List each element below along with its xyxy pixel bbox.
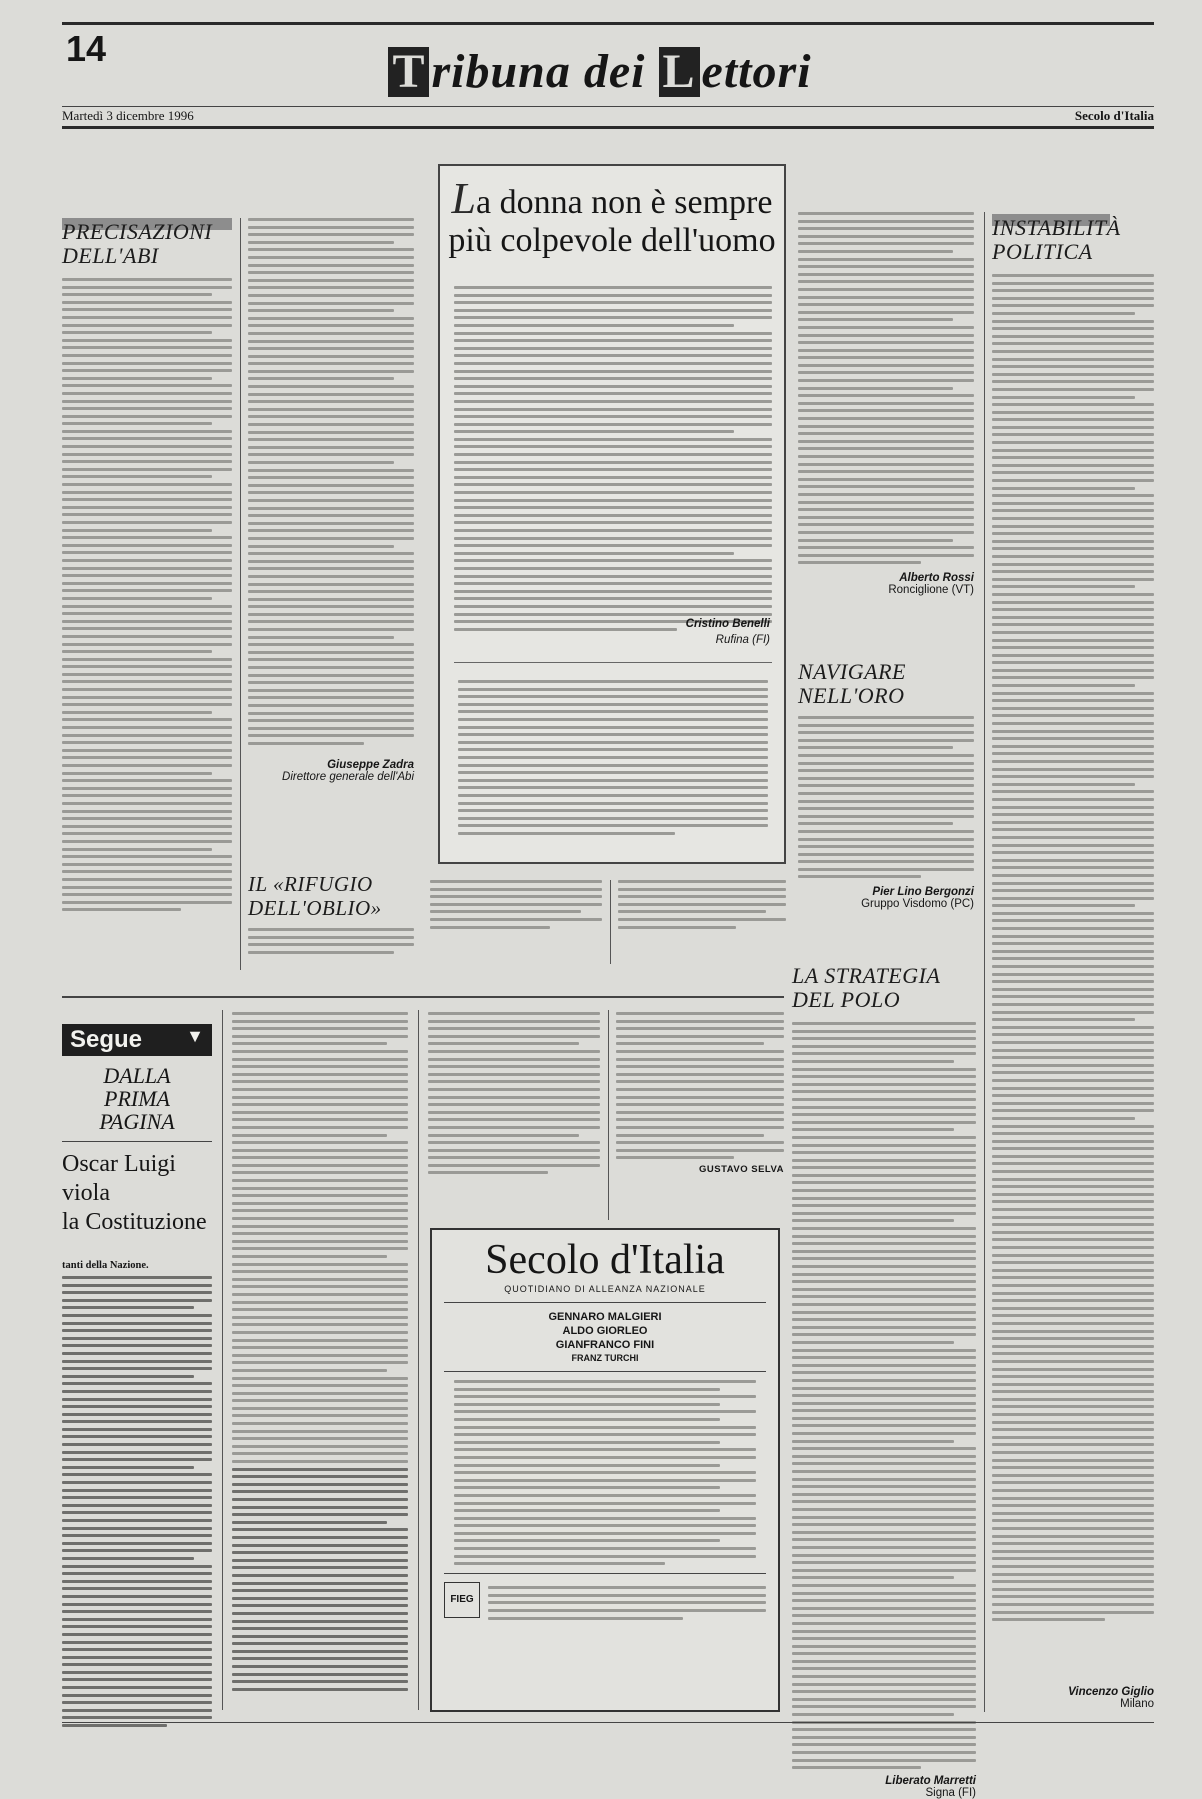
signature-place: Ronciglione (VT) — [888, 584, 974, 597]
article-strategia — [792, 964, 976, 1799]
title-line: LA STRATEGIA — [792, 963, 941, 988]
dalla-line: PRIMA — [104, 1086, 170, 1111]
article-body — [62, 278, 232, 911]
signature-role: Direttore generale dell'Abi — [282, 770, 414, 783]
article-precisazioni-cont — [248, 218, 414, 783]
article-body — [428, 1012, 600, 1174]
signature-name: Vincenzo Giglio — [1068, 1686, 1154, 1698]
title-line: PRECISAZIONI — [62, 219, 213, 244]
segue-divider — [62, 1141, 212, 1142]
signature-place: Gruppo Visdomo (PC) — [861, 898, 974, 911]
box-divider — [454, 662, 772, 663]
article-rifugio-cont-2 — [618, 880, 786, 933]
column-divider — [608, 1010, 609, 1220]
masthead-text-1: ribuna dei — [431, 45, 659, 98]
article-segue-col3 — [428, 1012, 600, 1179]
article-title — [62, 220, 232, 268]
signature-name: Giuseppe Zadra — [327, 758, 414, 771]
title-line: NAVIGARE — [798, 659, 906, 684]
title-initial: L — [451, 174, 476, 223]
article-navigare — [798, 660, 974, 910]
founder-name: FRANZ TURCHI — [571, 1353, 639, 1363]
signature-name: Pier Lino Bergonzi — [872, 886, 974, 899]
signature-place: Signa (FI) — [925, 1787, 976, 1799]
article-body — [232, 1012, 408, 1691]
dateline: Martedì 3 dicembre 1996 — [62, 108, 194, 123]
colophon-publisher — [432, 1339, 778, 1351]
column-divider — [984, 212, 985, 1712]
triangle-down-icon: ▼ — [186, 1026, 204, 1046]
signature-name: Cristino Benelli — [685, 618, 770, 630]
article-body — [62, 1276, 212, 1727]
title-line: INSTABILITÀ — [992, 215, 1121, 240]
title-line: DELL'ABI — [62, 243, 159, 268]
article-body — [248, 928, 414, 954]
article-body — [430, 880, 602, 929]
segue-first-words: tanti della Nazione. — [62, 1260, 149, 1271]
colophon-director — [432, 1311, 778, 1323]
headline-line: Oscar Luigi — [62, 1151, 176, 1177]
header-brand: Secolo d'Italia — [1074, 108, 1154, 123]
column-divider — [418, 1010, 419, 1710]
article-body — [248, 218, 414, 745]
article-donna-box — [438, 164, 786, 864]
article-instabilita — [992, 214, 1154, 1626]
page-number: 14 — [66, 28, 107, 69]
header-bottom-rule — [62, 126, 1154, 129]
title-line: DELL'OBLIO» — [248, 896, 382, 920]
dalla-prima-pagina — [62, 1064, 212, 1133]
article-segue — [62, 1024, 212, 1732]
header-rule — [62, 106, 1154, 107]
signature-place: Rufina (FI) — [715, 634, 770, 646]
article-body — [798, 716, 974, 878]
article-body — [616, 1012, 784, 1159]
title-line: NELL'ORO — [798, 683, 905, 708]
article-title — [792, 964, 976, 1012]
segue-badge — [62, 1024, 212, 1056]
colophon-legal — [488, 1586, 766, 1624]
article-title — [248, 872, 414, 920]
section-masthead — [380, 44, 820, 99]
title-line: a donna non è sempre — [476, 184, 773, 221]
director-name: GENNARO MALGIERI — [548, 1311, 662, 1323]
article-segue-col2 — [232, 1012, 408, 1695]
article-body — [454, 286, 772, 635]
title-line: IL «RIFUGIO — [248, 872, 373, 896]
article-body — [798, 212, 974, 564]
article-rossi — [798, 212, 974, 596]
segue-label: Segue — [70, 1026, 143, 1053]
article-rifugio — [248, 872, 414, 958]
colophon-divider — [444, 1371, 766, 1372]
article-segue-col4 — [616, 1012, 784, 1175]
masthead-cap-t: T — [388, 47, 429, 97]
signature-place: Milano — [1120, 1698, 1154, 1710]
headline-line: viola — [62, 1180, 110, 1206]
masthead-cap-l: L — [659, 47, 700, 97]
article-precisazioni — [62, 218, 232, 916]
dalla-line: DALLA — [103, 1063, 171, 1088]
title-line: POLITICA — [992, 239, 1093, 264]
section-divider — [62, 996, 784, 998]
colophon-footer — [444, 1582, 766, 1624]
signature-block-instabilita — [992, 1686, 1154, 1710]
signature-name: Alberto Rossi — [899, 572, 974, 585]
segue-headline — [62, 1150, 212, 1237]
article-body — [792, 1022, 976, 1769]
article-body — [618, 880, 786, 929]
colophon-box — [430, 1228, 780, 1712]
colophon-subtitle: QUOTIDIANO DI ALLEANZA NAZIONALE — [504, 1284, 706, 1294]
publisher-name: GIANFRANCO FINI — [555, 1339, 655, 1351]
column-divider — [240, 218, 241, 970]
signature-name: Liberato Marretti — [885, 1775, 976, 1788]
header-top-rule — [62, 22, 1154, 25]
column-divider — [610, 880, 611, 964]
article-title — [992, 216, 1154, 264]
dalla-line: PAGINA — [99, 1109, 175, 1134]
colophon-details — [454, 1380, 756, 1565]
article-body — [992, 274, 1154, 1621]
article-title — [440, 174, 784, 260]
colophon-founder — [432, 1353, 778, 1363]
signature-name: GUSTAVO SELVA — [699, 1163, 784, 1175]
editor-reply — [458, 680, 768, 839]
masthead-text-2: ettori — [701, 45, 812, 98]
column-divider — [222, 1010, 223, 1710]
fieg-logo: FIEG — [444, 1582, 480, 1618]
colophon-title: Secolo d'Italia — [485, 1237, 725, 1283]
article-title — [798, 660, 974, 708]
colophon-divider — [444, 1302, 766, 1303]
title-line: più colpevole dell'uomo — [448, 222, 776, 259]
colophon-responsible — [432, 1325, 778, 1337]
article-rifugio-cont — [430, 880, 602, 933]
page-bottom-rule — [62, 1722, 1154, 1723]
responsible-name: ALDO GIORLEO — [562, 1325, 648, 1337]
colophon-divider — [444, 1573, 766, 1574]
title-line: DEL POLO — [792, 987, 901, 1012]
headline-line: la Costituzione — [62, 1209, 207, 1235]
